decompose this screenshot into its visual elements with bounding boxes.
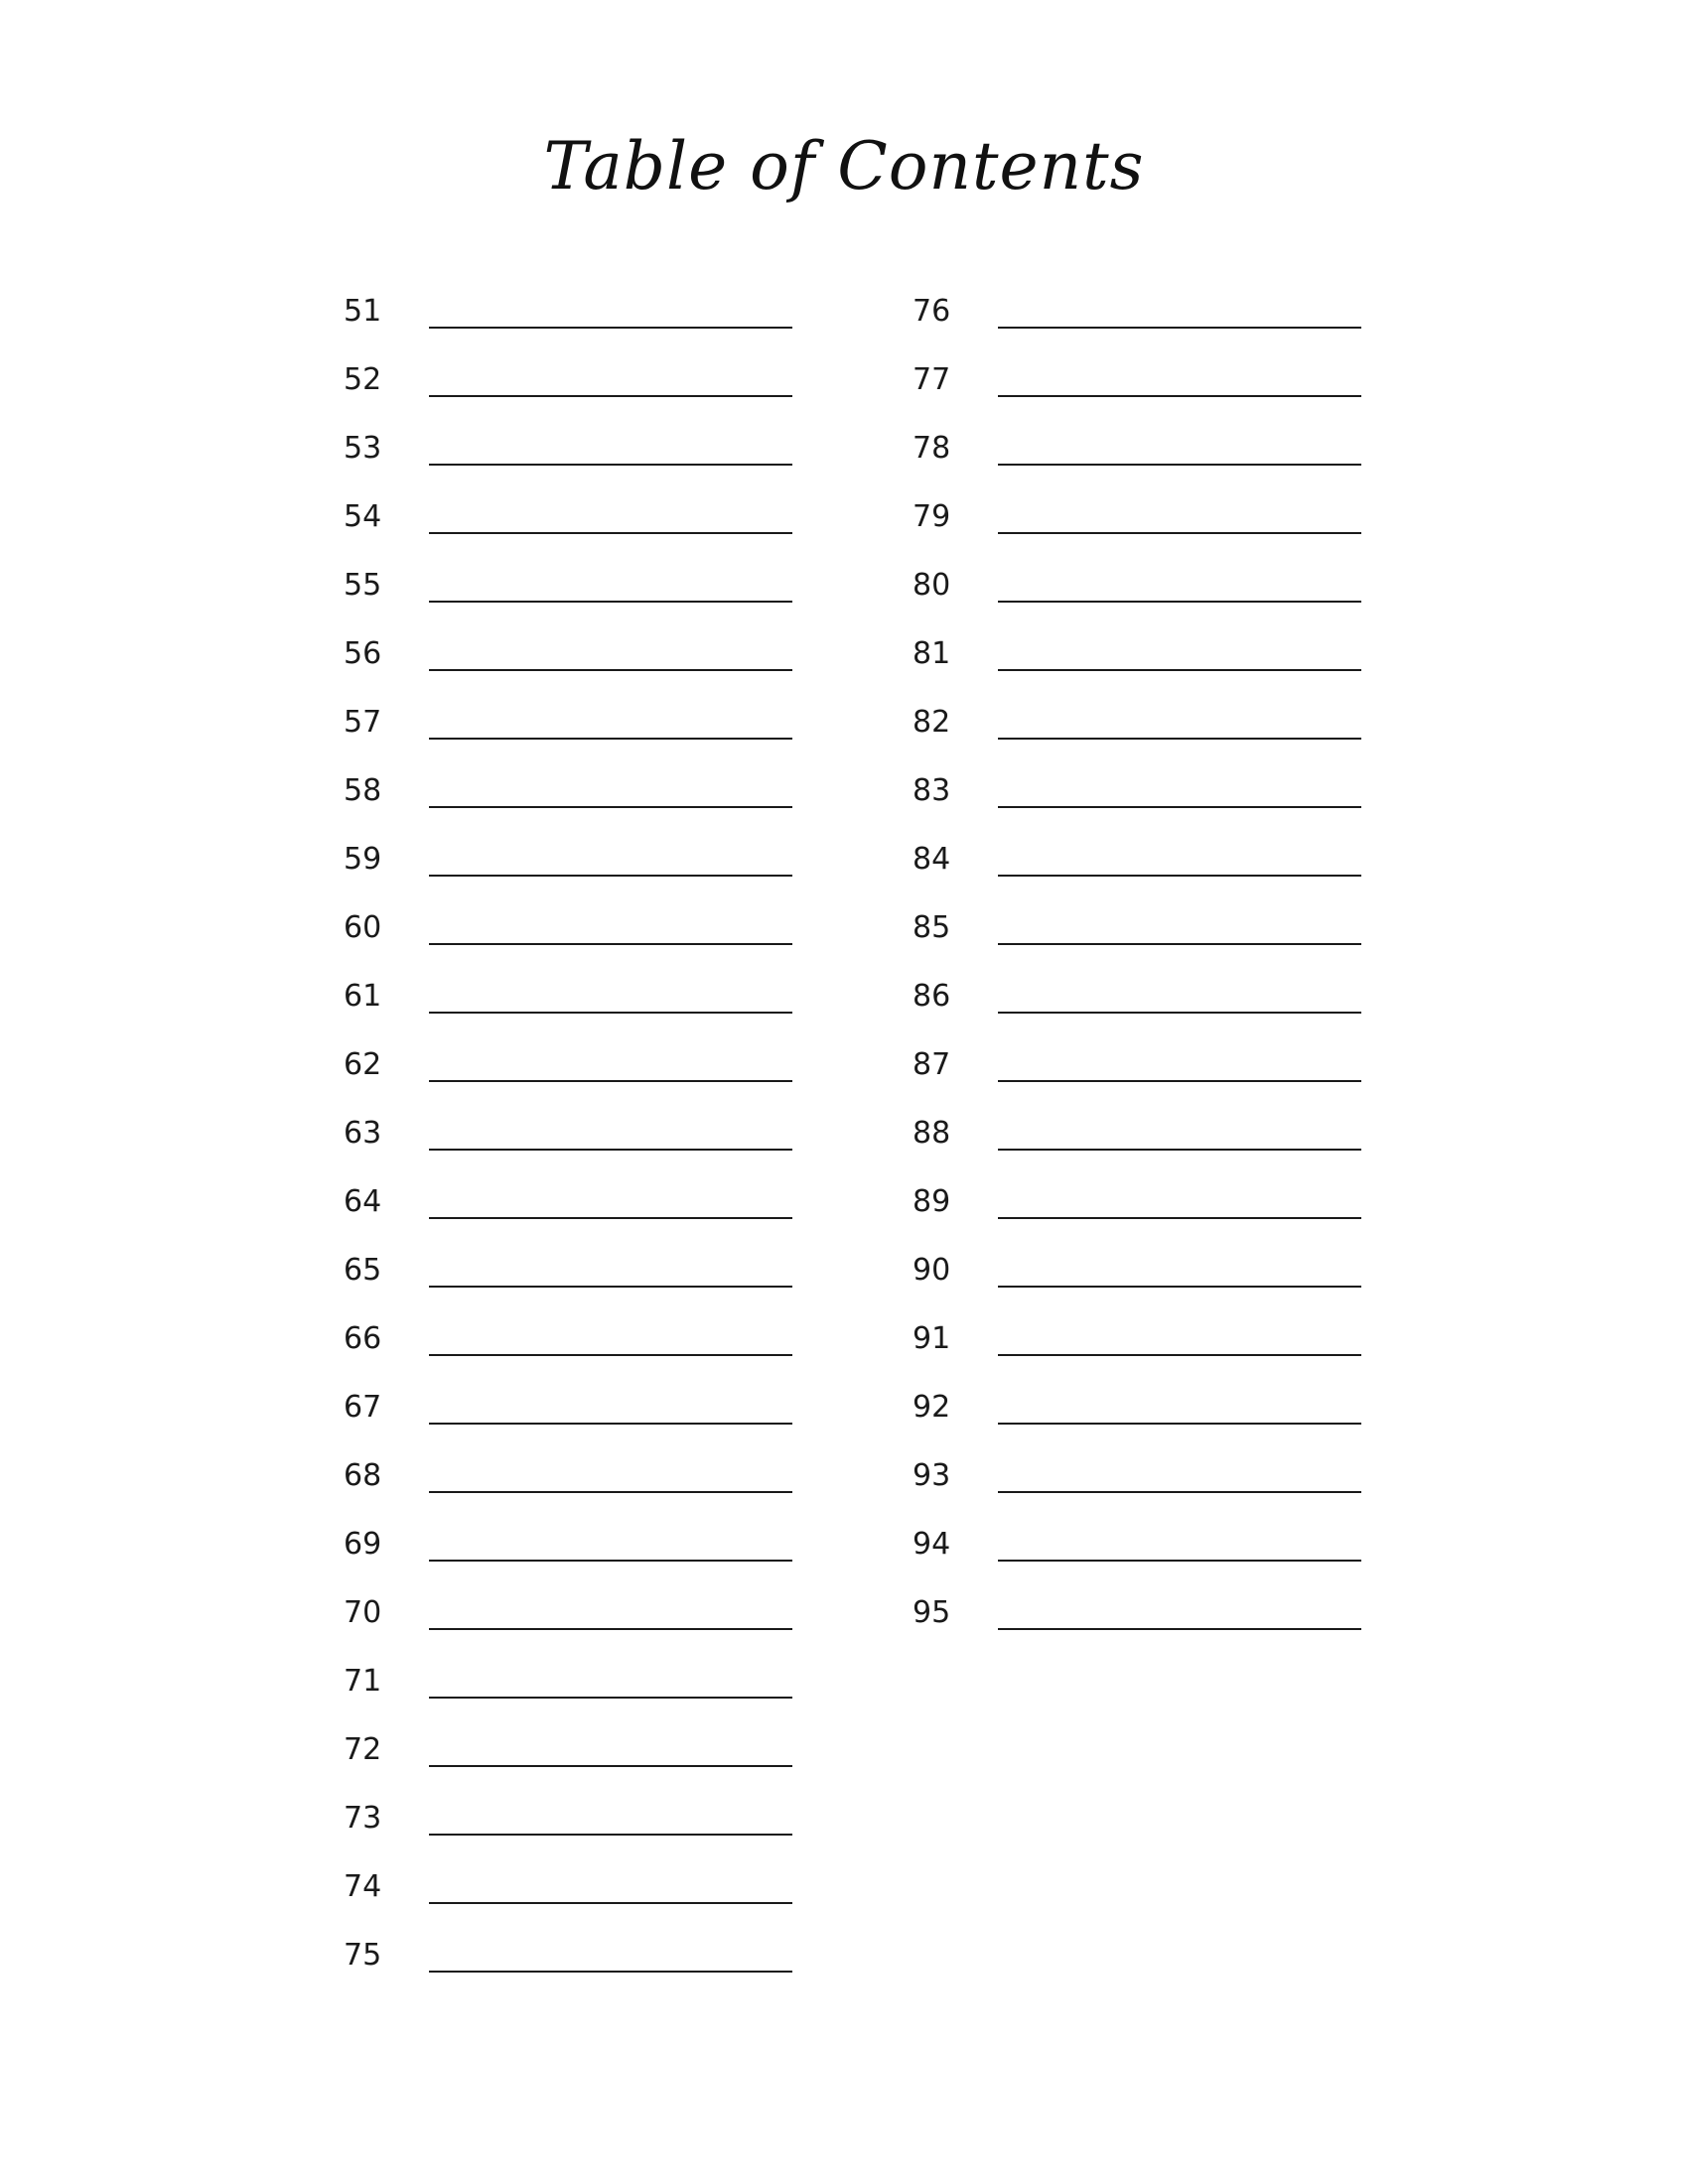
toc-entry-number: 88: [913, 1116, 951, 1151]
toc-entry-write-line: [429, 1697, 792, 1699]
toc-entry-number: 81: [913, 636, 951, 671]
toc-entry-number: 86: [913, 979, 951, 1014]
toc-entry-write-line: [998, 464, 1361, 466]
toc-entry: [344, 773, 800, 842]
toc-entry: [913, 636, 1369, 705]
page-title: Table of Contents: [543, 128, 1145, 205]
toc-entry-number: 80: [913, 568, 951, 603]
toc-entry: [913, 1321, 1369, 1390]
toc-entry-write-line: [998, 1354, 1361, 1356]
toc-entry: [344, 1253, 800, 1321]
toc-entry: [913, 294, 1369, 362]
toc-entry-number: 69: [344, 1527, 382, 1562]
toc-entry-write-line: [429, 327, 792, 329]
toc-entry: [344, 1047, 800, 1116]
toc-entry: [913, 1184, 1369, 1253]
toc-entry: [913, 979, 1369, 1047]
toc-entry-number: 62: [344, 1047, 382, 1082]
toc-entry-write-line: [429, 1286, 792, 1288]
toc-entry-number: 63: [344, 1116, 382, 1151]
toc-entry-write-line: [429, 1149, 792, 1151]
toc-entry: [344, 1390, 800, 1458]
toc-entry-number: 60: [344, 910, 382, 945]
toc-entry-number: 68: [344, 1458, 382, 1493]
toc-entry-number: 55: [344, 568, 382, 603]
toc-entry: [913, 1116, 1369, 1184]
toc-entry: [344, 705, 800, 773]
toc-entry-write-line: [429, 1834, 792, 1836]
toc-entry-number: 64: [344, 1184, 382, 1219]
toc-column-right: [913, 294, 1369, 1664]
toc-entry-write-line: [429, 1902, 792, 1904]
toc-entry-write-line: [998, 1560, 1361, 1562]
toc-entry: [913, 705, 1369, 773]
toc-entry: [913, 1253, 1369, 1321]
toc-entry: [913, 568, 1369, 636]
toc-entry-number: 90: [913, 1253, 951, 1288]
toc-entry-write-line: [429, 532, 792, 534]
toc-entry-number: 58: [344, 773, 382, 808]
toc-entry: [344, 568, 800, 636]
toc-entry: [344, 499, 800, 568]
toc-entry-write-line: [429, 1628, 792, 1630]
toc-entry-write-line: [429, 395, 792, 397]
toc-entry: [344, 1527, 800, 1595]
toc-entry-number: 95: [913, 1595, 951, 1630]
toc-entry: [913, 1595, 1369, 1664]
toc-entry-write-line: [429, 738, 792, 740]
toc-entry: [344, 1458, 800, 1527]
toc-entry: [344, 431, 800, 499]
toc-entry-write-line: [429, 1765, 792, 1767]
toc-entry-write-line: [429, 943, 792, 945]
toc-entry-write-line: [998, 1149, 1361, 1151]
toc-entry-write-line: [998, 601, 1361, 603]
toc-entry-write-line: [998, 395, 1361, 397]
toc-entry: [913, 1047, 1369, 1116]
toc-entry: [344, 1801, 800, 1869]
toc-entry-write-line: [429, 1491, 792, 1493]
toc-entry: [913, 1390, 1369, 1458]
toc-entry-write-line: [429, 1012, 792, 1014]
toc-entry-write-line: [429, 1080, 792, 1082]
toc-entry-write-line: [998, 943, 1361, 945]
toc-entry-number: 65: [344, 1253, 382, 1288]
toc-entry-write-line: [429, 1971, 792, 1973]
toc-entry-number: 77: [913, 362, 951, 397]
toc-entry-number: 93: [913, 1458, 951, 1493]
toc-entry-write-line: [429, 1354, 792, 1356]
toc-entry: [344, 910, 800, 979]
toc-entry-number: 79: [913, 499, 951, 534]
toc-entry: [344, 1664, 800, 1732]
toc-entry-write-line: [998, 1628, 1361, 1630]
toc-entry-write-line: [998, 875, 1361, 877]
toc-entry-number: 57: [344, 705, 382, 740]
toc-entry-write-line: [998, 669, 1361, 671]
toc-entry: [344, 1116, 800, 1184]
toc-entry-number: 59: [344, 842, 382, 877]
toc-entry-number: 71: [344, 1664, 382, 1699]
toc-entry-number: 91: [913, 1321, 951, 1356]
toc-entry: [344, 1184, 800, 1253]
toc-entry-number: 85: [913, 910, 951, 945]
toc-entry-number: 82: [913, 705, 951, 740]
toc-entry-number: 73: [344, 1801, 382, 1836]
toc-entry-write-line: [998, 1012, 1361, 1014]
toc-entry-write-line: [429, 1560, 792, 1562]
toc-entry-number: 83: [913, 773, 951, 808]
toc-entry-number: 54: [344, 499, 382, 534]
toc-entry-write-line: [429, 1217, 792, 1219]
toc-entry-write-line: [998, 1286, 1361, 1288]
toc-entry-write-line: [998, 806, 1361, 808]
toc-entry-write-line: [998, 1491, 1361, 1493]
toc-entry: [344, 1869, 800, 1938]
toc-entry: [913, 910, 1369, 979]
toc-entry-number: 51: [344, 294, 382, 329]
toc-entry-write-line: [429, 875, 792, 877]
toc-entry: [913, 362, 1369, 431]
toc-entry-number: 89: [913, 1184, 951, 1219]
toc-entry-number: 75: [344, 1938, 382, 1973]
toc-entry-number: 67: [344, 1390, 382, 1425]
toc-entry-number: 94: [913, 1527, 951, 1562]
toc-entry: [344, 979, 800, 1047]
toc-entry-write-line: [998, 1217, 1361, 1219]
toc-entry-write-line: [429, 601, 792, 603]
toc-entry-write-line: [998, 1423, 1361, 1425]
toc-column-left: [344, 294, 800, 2006]
toc-entry-write-line: [998, 532, 1361, 534]
toc-entry-write-line: [429, 464, 792, 466]
toc-entry-number: 52: [344, 362, 382, 397]
toc-entry: [913, 773, 1369, 842]
toc-entry: [344, 636, 800, 705]
toc-entry-number: 74: [344, 1869, 382, 1904]
toc-entry-write-line: [429, 669, 792, 671]
toc-entry-number: 53: [344, 431, 382, 466]
toc-entry: [344, 1321, 800, 1390]
toc-entry-write-line: [998, 1080, 1361, 1082]
toc-entry: [913, 842, 1369, 910]
toc-entry: [344, 842, 800, 910]
toc-entry-number: 72: [344, 1732, 382, 1767]
toc-entry-number: 87: [913, 1047, 951, 1082]
toc-entry-number: 84: [913, 842, 951, 877]
toc-entry-write-line: [998, 738, 1361, 740]
toc-entry-number: 78: [913, 431, 951, 466]
toc-entry-write-line: [429, 806, 792, 808]
toc-entry: [913, 1458, 1369, 1527]
toc-entry: [913, 1527, 1369, 1595]
toc-entry-write-line: [998, 327, 1361, 329]
toc-entry: [344, 294, 800, 362]
toc-entry: [913, 499, 1369, 568]
toc-entry-number: 66: [344, 1321, 382, 1356]
toc-entry: [344, 1938, 800, 2006]
toc-entry: [344, 362, 800, 431]
toc-entry-number: 76: [913, 294, 951, 329]
toc-entry: [344, 1595, 800, 1664]
toc-entry: [913, 431, 1369, 499]
toc-entry-write-line: [429, 1423, 792, 1425]
toc-entry-number: 56: [344, 636, 382, 671]
toc-entry-number: 70: [344, 1595, 382, 1630]
toc-entry: [344, 1732, 800, 1801]
toc-entry-number: 61: [344, 979, 382, 1014]
toc-entry-number: 92: [913, 1390, 951, 1425]
